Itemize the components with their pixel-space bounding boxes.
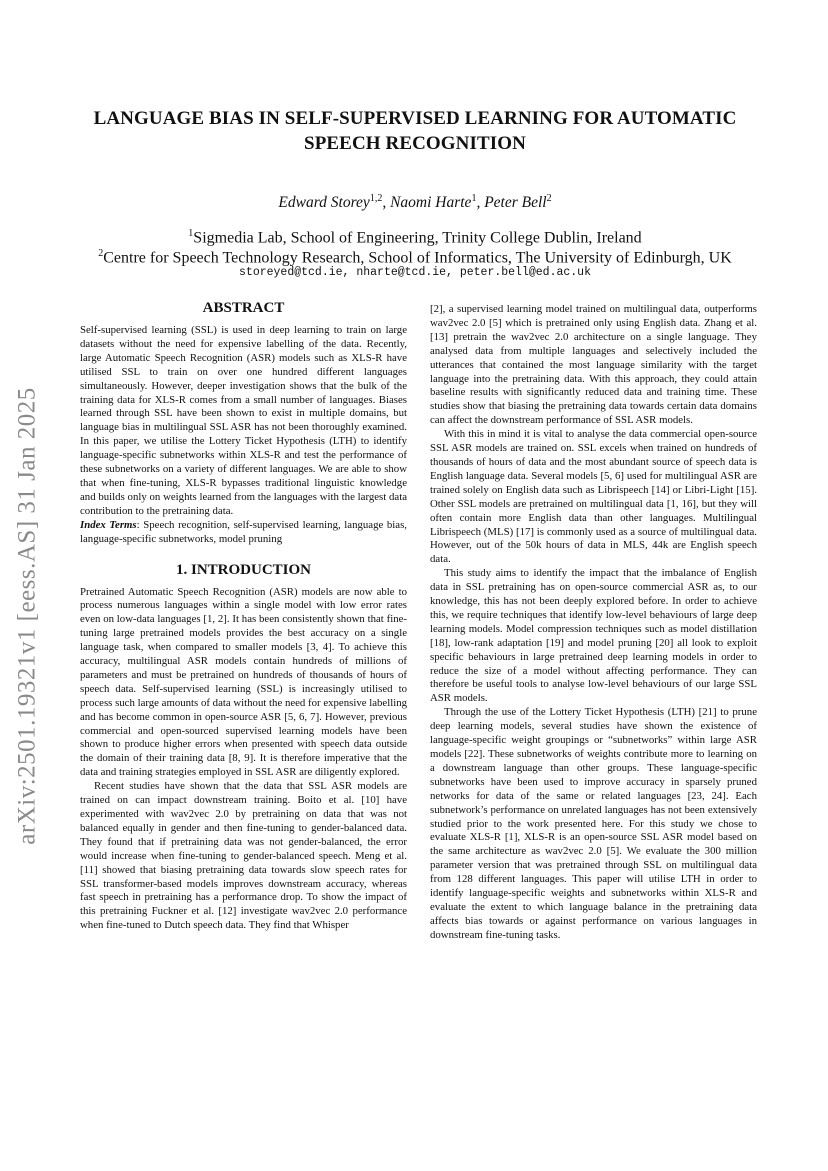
- abstract-heading: ABSTRACT: [202, 300, 285, 316]
- affiliation-number: 2: [98, 248, 104, 259]
- body-paragraph: With this in mind it is vital to analyse the data commercial open-source SSL ASR models are trained on. SSL excels when trained on hundreds of thousands of hours of data and the most abundant source of speech data is English language data. Several models [5, 6] used for multilingual ASR are trained solely on English data such as Librispeech [14] or Libri-Light [15]. Other SSL models are pretrained on multilingual data [1, 16], but they will often contain more English data than other languages. Multilingual Librispeech (MLS) [17] is commonly used as a source of multilingual data. However, out of the 50k hours of data in MLS, 44k are English speech data.: [430, 428, 757, 566]
- arxiv-identifier-text: arXiv:2501.19321v1 [eess.AS] 31 Jan 2025: [14, 387, 42, 845]
- introduction-heading: 1. INTRODUCTION: [175, 561, 311, 578]
- paper-title: LANGUAGE BIAS IN SELF-SUPERVISED LEARNING FOR AUTOMATIC SPEECH RECOGNITION: [93, 108, 737, 154]
- body-paragraph: This study aims to identify the impact that the imbalance of English data in SSL pretraining has on open-source commercial ASR as, to our knowledge, this has not been deeply explored before. In order to achieve this, we require techniques that identify low-level behaviours of large deep learning models. Model compression techniques such as model distillation [18], low-rank adaptation [19] and model pruning [20] all look to exploit specific behaviours in large pretrained deep learning models in order to reduce the size of a model without affecting performance. They can therefore be useful tools to analyse low-level behaviours of our large SSL ASR models.: [430, 567, 757, 705]
- author-name: Naomi Harte: [390, 194, 472, 212]
- index-terms-text: : Speech recognition, self-supervised learning, language bias, language-specific subnetworks, model pruning: [80, 518, 407, 545]
- right-column: [430, 303, 757, 943]
- arxiv-identifier-stamp: [6, 360, 50, 872]
- body-paragraph: [2], a supervised learning model trained on multilingual data, outperforms wav2vec 2.0 [5] which is pretrained only using English data. Zhang et al. [13] pretrain the wav2vec 2.0 architecture on a single language. They analysed data from multiple languages and selectively included the utterances that contained the most language similarity with the target language into the pretraining data. With this approach, they could attain baseline results with significantly reduced data and training time. These studies show that biasing the pretraining data towards certain data domains can affect the downstream performance of SSL ASR models.: [430, 303, 757, 427]
- author-emails: storeyed@tcd.ie, nharte@tcd.ie, peter.bell@ed.ac.uk: [239, 266, 591, 279]
- author-name: Edward Storey: [278, 194, 370, 212]
- author-affiliation-mark: 2: [546, 193, 552, 204]
- author-affiliation-mark: 1: [471, 193, 477, 204]
- affiliation-number: 1: [188, 228, 194, 239]
- body-paragraph: Recent studies have shown that the data that SSL ASR models are trained on can impact downstream training. Boito et al. [10] have experimented with wav2vec 2.0 by pretraining on data that was not balanced equally in gender and then fine-tuning to gender-balanced data. They found that if pretraining data was not gender-balanced, the error would increase when fine-tuning to gender-balanced speech. Meng et al. [11] showed that biasing pretraining data towards slow speech rates for SSL transformer-based models improves downstream accuracy, whereas fast speech in pretraining has a performance drop. To show the impact of this pretraining Fuckner et al. [12] investigate wav2vec 2.0 performance when fine-tuned to Dutch speech data. They find that Whisper: [80, 780, 407, 932]
- affiliation-text: Sigmedia Lab, School of Engineering, Trinity College Dublin, Ireland: [193, 229, 642, 247]
- author-list: Edward Storey$^{1,2}$, Naomi Harte$^1$, Peter Bell$^2$: [278, 193, 552, 212]
- index-terms-label: Index Terms: [80, 518, 137, 531]
- affiliation-text: Centre for Speech Technology Research, School of Informatics, The University of Edinburgh, UK: [103, 249, 732, 267]
- abstract-text: Self-supervised learning (SSL) is used in deep learning to train on large datasets without the need for expensive labelling of the data. Recently, large Automatic Speech Recognition (ASR) models such as XLS-R have utilised SSL to train on over one hundred different languages simultaneously. However, deeper investigation shows that the bulk of the training data for XLS-R comes from a small number of languages. Biases learned through SSL have been shown to exist in multiple domains, but language bias in multilingual SSL ASR has not been thoroughly examined. In this paper, we utilise the Lottery Ticket Hypothesis (LTH) to identify language-specific subnetworks within XLS-R and test the performance of these subnetworks on a variety of different languages. We are able to show that when fine-tuning, XLS-R bypasses traditional linguistic knowledge and builds only on weights learned from the languages with the largest data contribution to the pretraining data.: [80, 324, 407, 517]
- author-name: Peter Bell: [484, 194, 547, 212]
- body-paragraph: Through the use of the Lottery Ticket Hypothesis (LTH) [21] to prune deep learning models, several studies have shown the existence of language-specific weight groupings or “subnetworks” within large ASR models [22]. These subnetworks of weights contribute more to learning on a downstream language than other groups. These language-specific subnetworks have been used to improve accuracy in sparsely pruned networks for data of the same or related languages [23, 24]. Each subnetwork’s performance on unrelated languages has not been extensively studied prior to the work presented here. For this study we chose to evaluate XLS-R [1], XLS-R is an open-source SSL ASR model based on the same architecture as wav2vec 2.0 [5]. We evaluate the 300 million parameter version that was pretrained through SSL on multilingual data from 128 different languages. This paper will utilise LTH in order to identify language-specific weights and subnetworks within XLS-R and evaluate the extent to which language balance in the pretraining data affects bias towards or against performance on various languages in downstream fine-tuning tasks.: [430, 706, 757, 941]
- index-terms: [80, 519, 407, 547]
- left-column: [80, 298, 407, 933]
- author-affiliation-mark: 1,2: [369, 193, 383, 204]
- body-paragraph: Pretrained Automatic Speech Recognition (ASR) models are now able to process numerous languages within a single model with low error rates even on low-data languages [1, 2]. It has been consistently shown that fine-tuning large pretrained models provides the best accuracy on a single language task, when compared to smaller models [3, 4]. To achieve this accuracy, multilingual ASR models contain hundreds of millions of parameters and must be pretrained on hundreds of thousands of hours of speech data. Self-supervised learning (SSL) is increasingly utilised to process such large amounts of data without the need for expensive labelling and has become common in open-source ASR [5, 6, 7]. However, previous commercial and open-sourced supervised learning models have been shown to produce higher errors when presented with speech data outside the domain of their training data [8, 9]. It is therefore imperative that the data and training strategies employed in SSL ASR are diligently explored.: [80, 585, 407, 779]
